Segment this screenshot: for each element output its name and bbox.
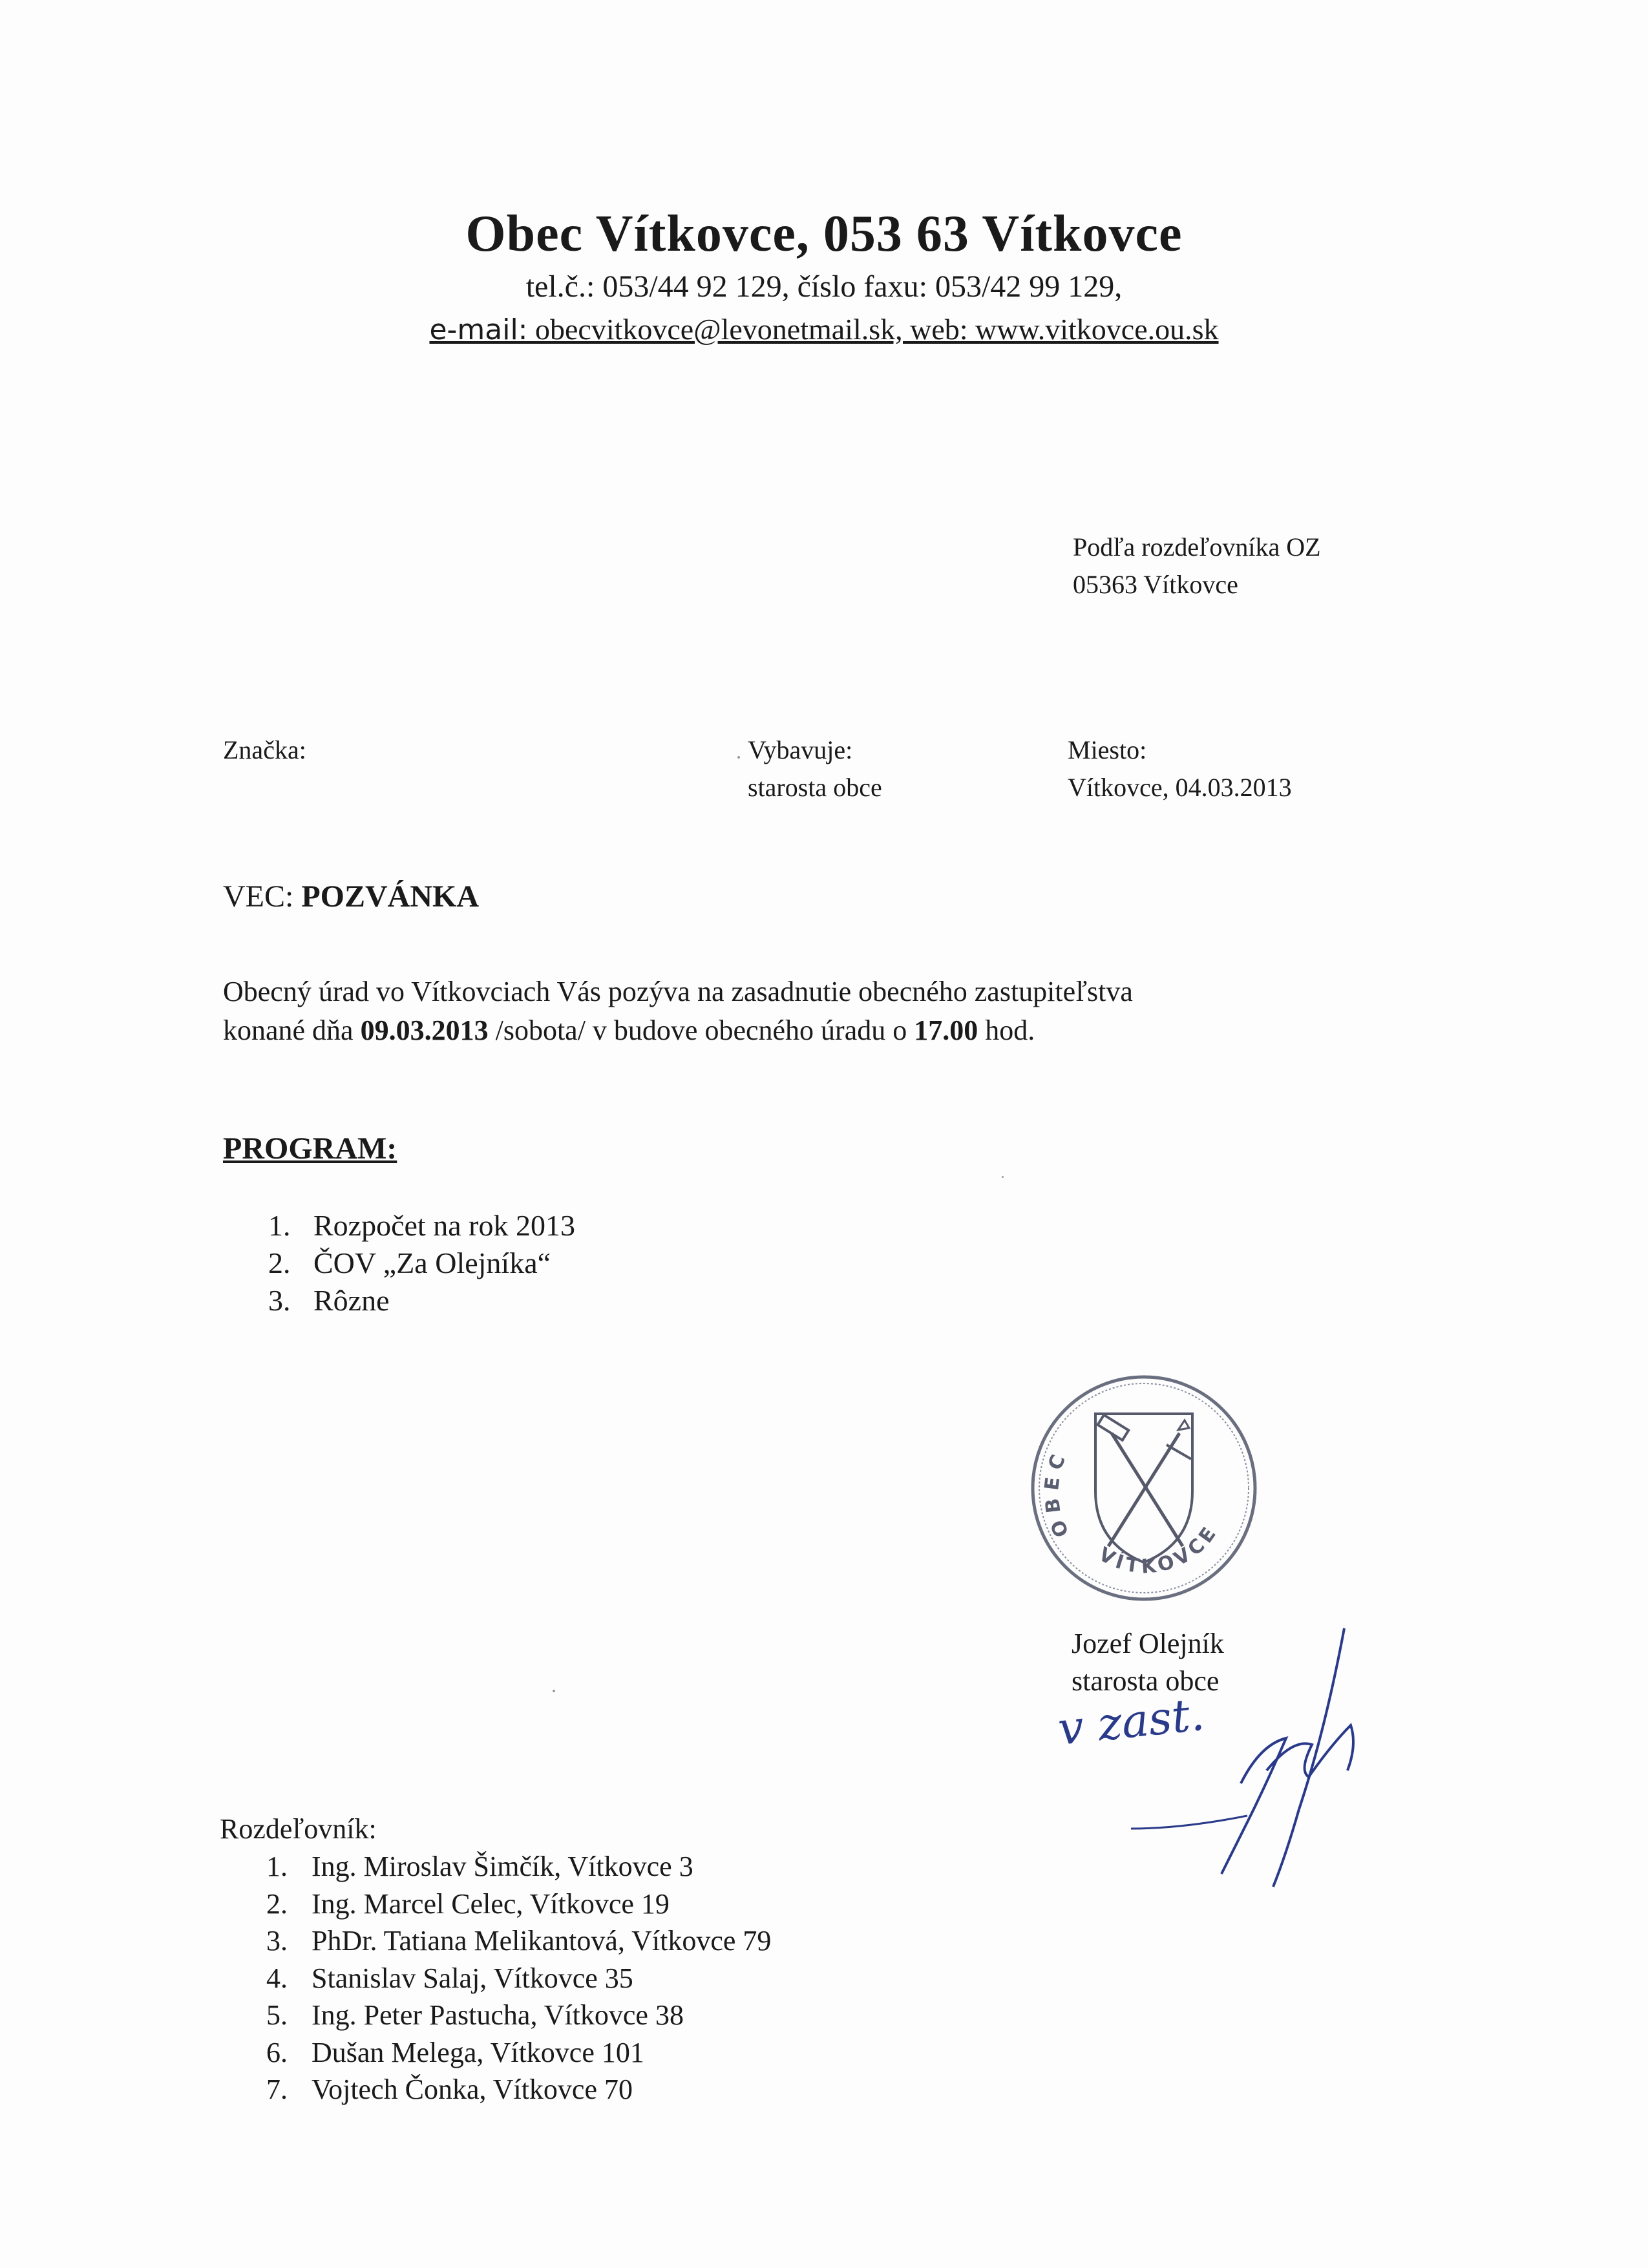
document-title: Obec Vítkovce, 053 63 Vítkovce <box>465 205 1183 262</box>
item-text: Rôzne <box>313 1284 390 1317</box>
meeting-time: 17.00 <box>914 1014 978 1046</box>
item-text: Ing. Miroslav Šimčík, Vítkovce 3 <box>312 1851 693 1882</box>
miesto-block <box>1068 731 1292 806</box>
list-item <box>266 1885 771 1923</box>
body-line2-a: konané dňa <box>223 1014 361 1046</box>
item-text: PhDr. Tatiana Melikantová, Vítkovce 79 <box>312 1925 772 1957</box>
item-text: ČOV „Za Olejníka“ <box>313 1246 551 1279</box>
stamp-text-left: OBEC <box>1040 1445 1074 1540</box>
invitation-body <box>223 972 1451 1050</box>
email-web-line <box>0 313 1648 346</box>
item-number: 3. <box>266 1925 288 1957</box>
item-text: Rozpočet na rok 2013 <box>313 1209 575 1242</box>
scan-speck <box>553 1690 555 1692</box>
subject-line <box>223 879 479 914</box>
meeting-date: 09.03.2013 <box>360 1014 489 1046</box>
official-stamp-icon <box>1024 1369 1263 1608</box>
vybavuje-label: Vybavuje: <box>748 735 853 764</box>
item-text: Vojtech Čonka, Vítkovce 70 <box>312 2074 633 2105</box>
svg-text:OBEC <box>1041 1446 1073 1540</box>
item-text: Ing. Peter Pastucha, Vítkovce 38 <box>312 1999 684 2031</box>
list-item <box>266 2034 771 2072</box>
distribution-list <box>266 1848 771 2108</box>
list-item <box>268 1244 575 1282</box>
item-number: 1. <box>266 1851 288 1882</box>
list-item <box>266 1960 771 1997</box>
addressee-block <box>1073 529 1321 604</box>
subject-label: VEC: <box>223 879 302 914</box>
item-number: 4. <box>266 1962 288 1994</box>
stamp-text-bottom: VÍTKOVCE <box>1095 1520 1223 1579</box>
list-item <box>268 1207 575 1244</box>
email-label: e-mail: <box>429 313 528 346</box>
item-number: 5. <box>266 1999 288 2031</box>
signer-role: starosta obce <box>1072 1665 1220 1697</box>
item-number: 1. <box>268 1209 291 1242</box>
handwritten-signature-icon <box>1053 1615 1389 1913</box>
svg-text:VÍTKOVCE <box>1095 1520 1223 1579</box>
body-line1: Obecný úrad vo Vítkovciach Vás pozýva na zasadnutie obecného zastupiteľstva <box>223 976 1133 1007</box>
vybavuje-value: starosta obce <box>748 773 882 802</box>
scan-speck <box>1002 1176 1004 1178</box>
email-web-text: obecvitkovce@levonetmail.sk, web: www.vitkovce.ou.sk <box>527 313 1219 346</box>
vybavuje-block <box>748 731 882 806</box>
program-list <box>268 1207 575 1319</box>
scan-speck <box>737 756 740 759</box>
item-number: 2. <box>268 1246 291 1279</box>
item-number: 2. <box>266 1887 288 1920</box>
body-line2-c: hod. <box>978 1014 1035 1046</box>
miesto-label: Miesto: <box>1068 735 1147 764</box>
addressee-line1: Podľa rozdeľovníka OZ <box>1073 532 1321 562</box>
list-item <box>266 2071 771 2108</box>
znacka-label: Značka: <box>223 735 306 764</box>
list-item <box>266 1922 771 1960</box>
list-item <box>266 1997 771 2034</box>
item-number: 3. <box>268 1284 291 1317</box>
body-line2-b: /sobota/ v budove obecného úradu o <box>488 1014 914 1046</box>
body-line2 <box>223 1011 1451 1050</box>
signature-text: v zast. <box>1055 1687 1207 1756</box>
subject-value: POZVÁNKA <box>301 879 480 914</box>
item-number: 6. <box>266 2036 288 2068</box>
list-item <box>266 1848 771 1885</box>
miesto-value: Vítkovce, 04.03.2013 <box>1068 773 1292 802</box>
item-text: Stanislav Salaj, Vítkovce 35 <box>312 1962 633 1994</box>
item-text: Dušan Melega, Vítkovce 101 <box>312 2036 644 2068</box>
signer-name: Jozef Olejník <box>1072 1628 1224 1659</box>
program-heading: PROGRAM: <box>223 1131 397 1166</box>
item-number: 7. <box>266 2074 288 2105</box>
item-text: Ing. Marcel Celec, Vítkovce 19 <box>312 1887 670 1920</box>
addressee-line2: 05363 Vítkovce <box>1073 570 1238 599</box>
distribution-heading: Rozdeľovník: <box>220 1813 377 1845</box>
contact-line: tel.č.: 053/44 92 129, číslo faxu: 053/42 99 129, <box>525 269 1123 304</box>
list-item <box>268 1282 575 1319</box>
